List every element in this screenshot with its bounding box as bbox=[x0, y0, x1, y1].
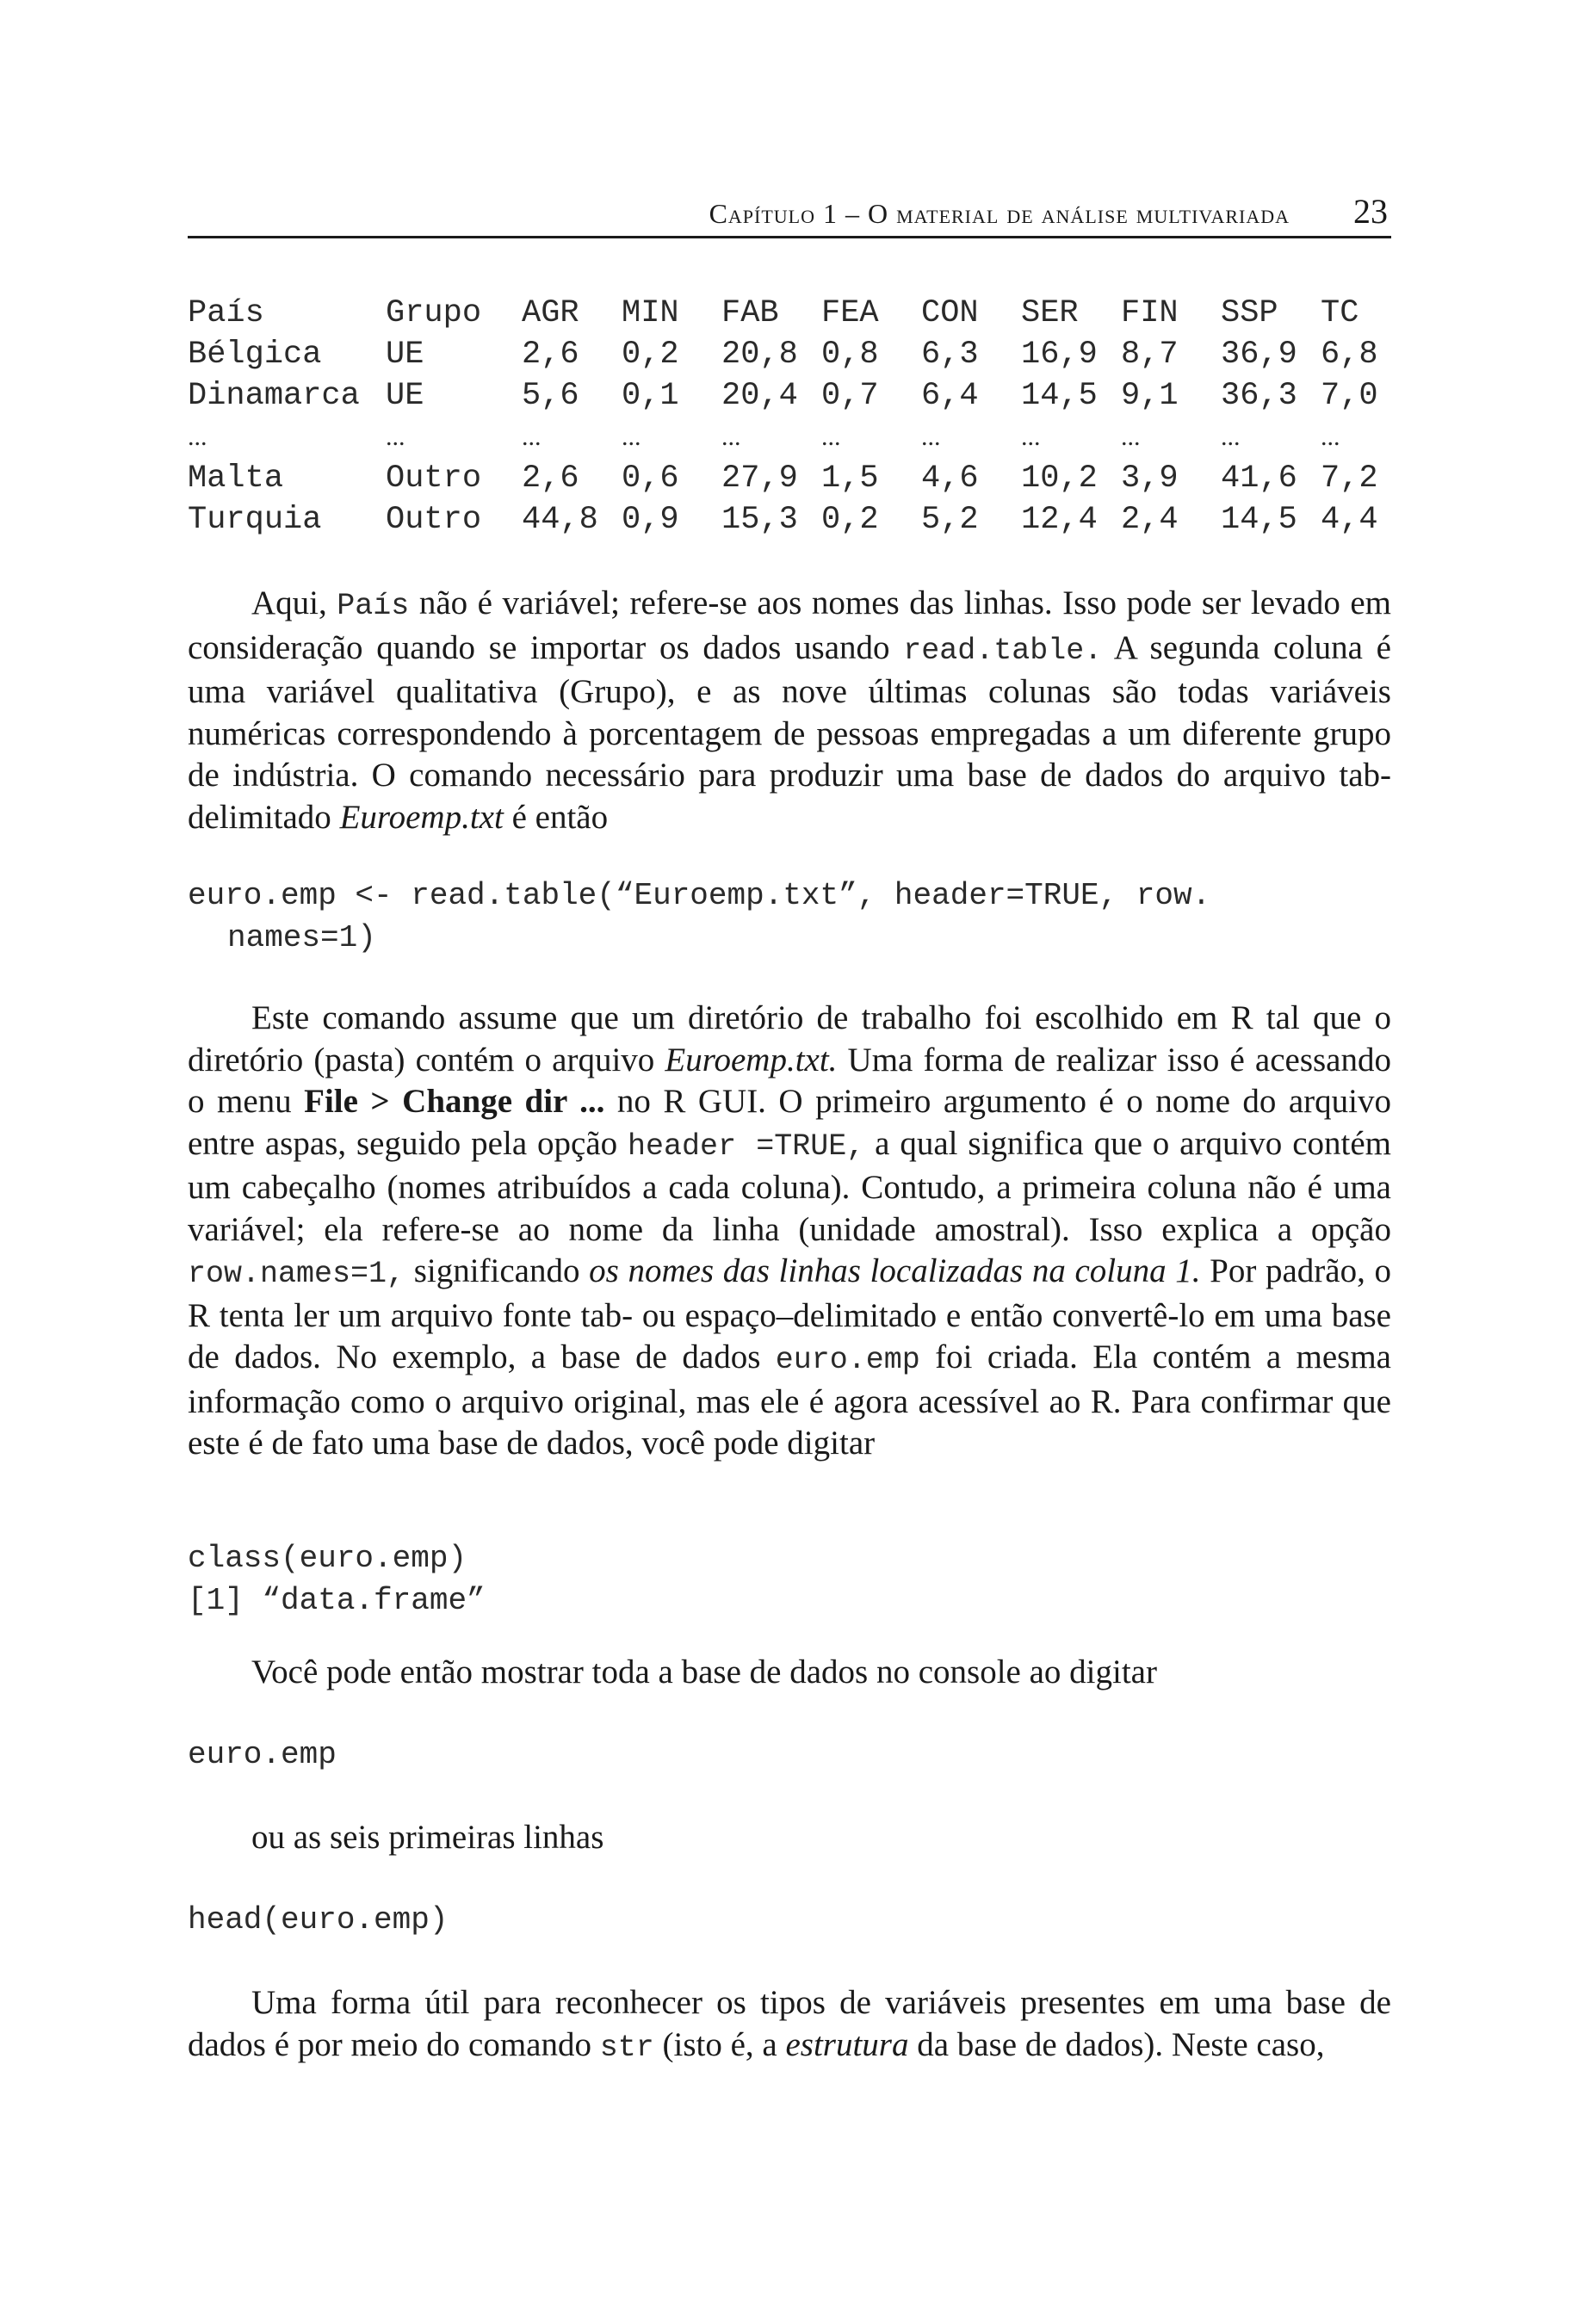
table-cell: 0,1 bbox=[622, 378, 679, 414]
code-line: names=1) bbox=[227, 919, 376, 955]
table-cell: 0,9 bbox=[622, 502, 679, 538]
inline-code: str bbox=[599, 2030, 654, 2065]
table-cell: 4,6 bbox=[921, 460, 979, 497]
table-cell: 6,4 bbox=[921, 378, 979, 414]
table-cell: ... bbox=[921, 423, 941, 451]
paragraph-six-rows: ou as seis primeiras linhas bbox=[251, 1819, 604, 1856]
table-cell: Malta bbox=[188, 460, 284, 497]
table-cell: Outro bbox=[386, 502, 482, 538]
paragraph-str: Uma forma útil para reconhecer os tipos de variáveis presentes em uma base de dados é por meio do comando str (isto é, a estrutura da base de dados). Neste caso, bbox=[188, 1984, 1391, 2065]
table-cell: 20,4 bbox=[721, 378, 798, 414]
table-cell: ... bbox=[1021, 423, 1041, 451]
table-cell: 4,4 bbox=[1321, 502, 1378, 538]
employment-data-table bbox=[188, 293, 1389, 541]
paragraph-explanation: Este comando assume que um diretório de trabalho foi escolhido em R tal que o diretório (pasta) contém o arquivo Euroemp.txt. Uma forma de realizar isso é acessando o menu File > Change dir ... no R GUI. O primeiro argumento é o nome do arquivo entre aspas, seguido pela opção header =TRUE, a qual significa que o arquivo contém um cabeçalho (nomes atribuídos a cada coluna). Contudo, a primeira coluna não é uma variável; ela refere-se ao nome da linha (unidade amostral). Isso explica a opção row.names=1, significando os nomes das linhas localizadas na coluna 1. Por padrão, o R tenta ler um arquivo fonte tab- ou espaço–delimitado e então convertê-lo em uma base de dados. No exemplo, a base de dados euro.emp foi criada. Ela contém a mesma informação como o arquivo original, mas ele é agora acessível ao R. Para confirmar que este é de fato uma base de dados, você pode digitar bbox=[188, 999, 1391, 1462]
table-cell: 9,1 bbox=[1121, 378, 1179, 414]
table-header-row bbox=[188, 293, 1389, 334]
code-line: euro.emp <- read.table(“Euroemp.txt”, header=TRUE, row. bbox=[188, 878, 1211, 913]
table-cell: 5,2 bbox=[921, 502, 979, 538]
table-cell: 0,8 bbox=[821, 337, 879, 373]
table-cell: 1,5 bbox=[821, 460, 879, 497]
table-header-cell: País bbox=[188, 295, 264, 331]
table-cell: ... bbox=[721, 423, 741, 451]
table-cell: ... bbox=[1321, 423, 1340, 451]
table-header-cell: CON bbox=[921, 295, 979, 331]
table-cell: 44,8 bbox=[522, 502, 598, 538]
table-header-cell: FAB bbox=[721, 295, 779, 331]
code-line: head(euro.emp) bbox=[188, 1902, 449, 1938]
table-cell: 12,4 bbox=[1021, 502, 1098, 538]
table-cell: 0,2 bbox=[622, 337, 679, 373]
paragraph-intro: Aqui, País não é variável; refere-se aos nomes das linhas. Isso pode ser levado em consideração quando se importar os dados usando read.table. A segunda coluna é uma variável qualitativa (Grupo), e as nove últimas colunas são todas variáveis numéricas correspondendo à porcentagem de pessoas empregadas a um diferente grupo de indústria. O comando necessário para produzir uma base de dados do arquivo tab-delimitado Euroemp.txt é então bbox=[188, 584, 1392, 836]
running-header bbox=[188, 191, 1391, 238]
table-row bbox=[188, 375, 1389, 417]
table-cell: Dinamarca bbox=[188, 378, 360, 414]
table-cell: 14,5 bbox=[1221, 502, 1297, 538]
inline-code: euro.emp bbox=[775, 1343, 920, 1377]
table-cell: 36,9 bbox=[1221, 337, 1297, 373]
table-cell: 2,6 bbox=[522, 460, 579, 497]
table-row bbox=[188, 458, 1389, 499]
table-row bbox=[188, 334, 1389, 375]
table-cell: ... bbox=[1221, 423, 1241, 451]
code-block-class bbox=[188, 1538, 1391, 1622]
paragraph-show-all: Você pode então mostrar toda a base de dados no console ao digitar bbox=[251, 1653, 1157, 1690]
table-cell: ... bbox=[188, 423, 207, 451]
inline-code: read.table. bbox=[903, 633, 1103, 668]
table-cell: 10,2 bbox=[1021, 460, 1098, 497]
menu-path: File > Change dir ... bbox=[304, 1083, 605, 1120]
table-cell: 16,9 bbox=[1021, 337, 1098, 373]
table-cell: 0,7 bbox=[821, 378, 879, 414]
table-cell: UE bbox=[386, 378, 424, 414]
code-line: class(euro.emp) bbox=[188, 1541, 467, 1576]
table-cell: 6,3 bbox=[921, 337, 979, 373]
table-cell: 0,6 bbox=[622, 460, 679, 497]
table-cell: 27,9 bbox=[721, 460, 798, 497]
code-line: euro.emp bbox=[188, 1737, 337, 1772]
table-cell: 41,6 bbox=[1221, 460, 1297, 497]
table-header-cell: FIN bbox=[1121, 295, 1179, 331]
inline-code: header =TRUE, bbox=[628, 1128, 865, 1164]
table-cell: 6,8 bbox=[1321, 337, 1378, 373]
table-cell: UE bbox=[386, 337, 424, 373]
table-cell: 2,6 bbox=[522, 337, 579, 373]
table-cell: ... bbox=[821, 423, 841, 451]
table-cell: ... bbox=[1121, 423, 1141, 451]
table-cell: 36,3 bbox=[1221, 378, 1297, 414]
table-cell: 14,5 bbox=[1021, 378, 1098, 414]
table-cell: Bélgica bbox=[188, 337, 322, 373]
table-ellipsis-row bbox=[188, 417, 1389, 458]
code-block-head bbox=[188, 1900, 1391, 1942]
table-cell: ... bbox=[622, 423, 641, 451]
table-header-cell: SSP bbox=[1221, 295, 1278, 331]
table-header-cell: SER bbox=[1021, 295, 1079, 331]
table-cell: 8,7 bbox=[1121, 337, 1179, 373]
page-number: 23 bbox=[1353, 192, 1388, 231]
table-cell: 15,3 bbox=[721, 502, 798, 538]
table-cell: 0,2 bbox=[821, 502, 879, 538]
table-cell: ... bbox=[386, 423, 405, 451]
chapter-title: Capítulo 1 – O material de análise multivariada bbox=[709, 198, 1290, 229]
table-cell: 2,4 bbox=[1121, 502, 1179, 538]
table-cell: 7,0 bbox=[1321, 378, 1378, 414]
table-row bbox=[188, 499, 1389, 541]
table-header-cell: AGR bbox=[522, 295, 579, 331]
table-cell: 7,2 bbox=[1321, 460, 1378, 497]
table-cell: 3,9 bbox=[1121, 460, 1179, 497]
table-header-cell: Grupo bbox=[386, 295, 482, 331]
inline-code: País bbox=[337, 589, 410, 623]
code-line: [1] “data.frame” bbox=[188, 1582, 486, 1618]
table-header-cell: TC bbox=[1321, 295, 1359, 331]
code-block-euro-emp bbox=[188, 1734, 1391, 1777]
table-cell: Outro bbox=[386, 460, 482, 497]
inline-code: row.names=1, bbox=[188, 1257, 405, 1291]
table-cell: 20,8 bbox=[721, 337, 798, 373]
table-cell: ... bbox=[522, 423, 542, 451]
code-block-read-table bbox=[188, 875, 1391, 959]
table-header-cell: FEA bbox=[821, 295, 879, 331]
table-header-cell: MIN bbox=[622, 295, 679, 331]
table-cell: 5,6 bbox=[522, 378, 579, 414]
table-cell: Turquia bbox=[188, 502, 322, 538]
